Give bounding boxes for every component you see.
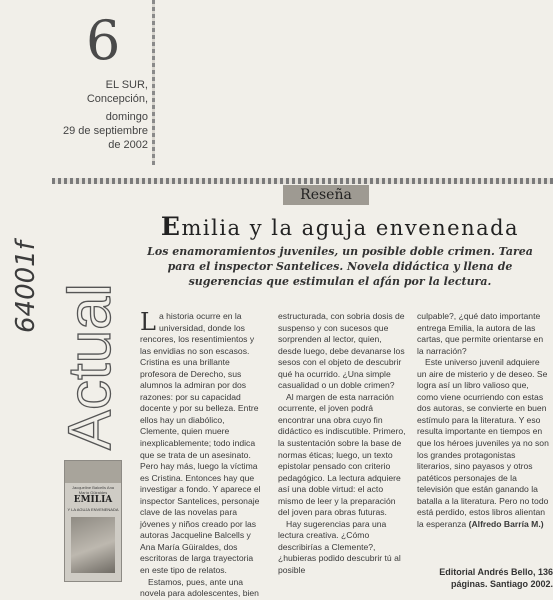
date-line-3: de 2002 (108, 139, 148, 151)
publication-details: Editorial Andrés Bello, 136 páginas. Santiago 2002. (439, 567, 553, 589)
article-lede: Los enamoramientos juveniles, un posible doble crimen. Tarea para el inspector Santelices. Novela didáctica y llena de sugerencias que estimulan el afán por la lectura. (147, 245, 533, 288)
cover-top-band (65, 461, 121, 483)
paragraph: culpable?, ¿qué dato importante entrega Emilia, la autora de las cartas, que permite orientarse en la narración? (417, 311, 544, 356)
date-line-1: domingo (105, 111, 148, 123)
cover-subtitle: Y LA AGUJA ENVENENADA (67, 507, 119, 512)
masthead (70, 78, 148, 106)
cover-authors: Jacqueline Balcells Ana María Güiraldes (71, 485, 115, 495)
paragraph: Al margen de esta narración ocurrente, el joven podrá encontrar una obra cuyo fin didáctico es indiscutible. Primero, la sustentación sobre la base de normas éticas; luego, un texto epistolar pensado con criterio pedagógico. La lectura adquiere así una doble virtud: el acto mismo de leer y la preparación del joven para obras futuras. (278, 391, 406, 518)
article-title (130, 212, 550, 241)
paragraph: Hay sugerencias para una lectura creativa. ¿Cómo describirías a Clemente?, ¿hubieras podido descubrir tú al posible (278, 518, 401, 576)
paragraph-text: Este universo juvenil adquiere un aire de misterio y de deseo. Se logra así un libro valioso que, como viene ocurriendo con estas dos autoras, se convierte en buen estímulo para la literatura. Y eso resulta importante en tiempos en que los héroes juveniles ya no son los grandes protagonistas literarios, sino payasos y otros patéticos personajes de la televisión que están ganando la batalla a la literatura. Pero no todo está perdido, estos libros alientan la esperanza (417, 357, 549, 529)
page-number: 6 (86, 9, 121, 72)
article-column-2 (278, 311, 406, 577)
paragraph-text: a historia ocurre en la universidad, donde los rencores, los resentimientos y las envidias no son escasos. Cristina es una brillante profesora de Derecho, sus alumnos la admiran por dos razones: por su capacidad docente y por su belleza. Entre ellos hay un diabólico, Clemente, quien muere inexplicablemente; todo indica que se trata de un asesinato. Pero hay más, luego la víctima es Cristina. Entonces hay que investigar a fondo. Y aparece el inspector Santelices, personaje clave de las novelas para jóvenes y niños creado por las autoras Jacqueline Balcells y Ana María Güiraldes, dos escritoras de larga trayectoria en este tipo de relatos. (140, 311, 261, 576)
handwritten-code-text: 64001f (11, 241, 41, 333)
article-column-1 (140, 308, 265, 600)
dotted-horizontal-rule (52, 178, 553, 184)
title-initial: E (160, 212, 182, 241)
cover-illustration (71, 517, 115, 573)
section-word-vertical (52, 262, 124, 452)
section-word-text: Actual (56, 283, 123, 450)
paragraph (140, 308, 265, 577)
cover-title: EMILIA (73, 495, 113, 505)
dateline (55, 110, 148, 152)
date-line-2: 29 de septiembre (63, 125, 148, 137)
handwritten-catalog-number (10, 185, 44, 335)
newspaper-name: EL SUR, (105, 79, 148, 91)
drop-cap: L (140, 308, 156, 336)
city-name: Concepción, (86, 93, 148, 105)
book-cover-image (64, 460, 122, 582)
article-column-3 (417, 311, 549, 530)
section-rubric: Reseña (283, 185, 369, 205)
paragraph: estructurada, con sobria dosis de suspenso y con sucesos que sorprenden al lector, quien, desde luego, debe devanarse los sesos con el objeto de descubrir qué ha ocurrido. ¿Una simple casualidad o un doble crimen? (278, 311, 405, 391)
vertical-dotted-divider (152, 0, 155, 165)
paragraph: Estamos, pues, ante una novela para adolescentes, bien (140, 576, 259, 599)
review-author-credit: (Alfredo Barría M.) (468, 518, 544, 529)
paragraph (417, 357, 549, 530)
title-rest: milia y la aguja envenenada (181, 216, 520, 240)
